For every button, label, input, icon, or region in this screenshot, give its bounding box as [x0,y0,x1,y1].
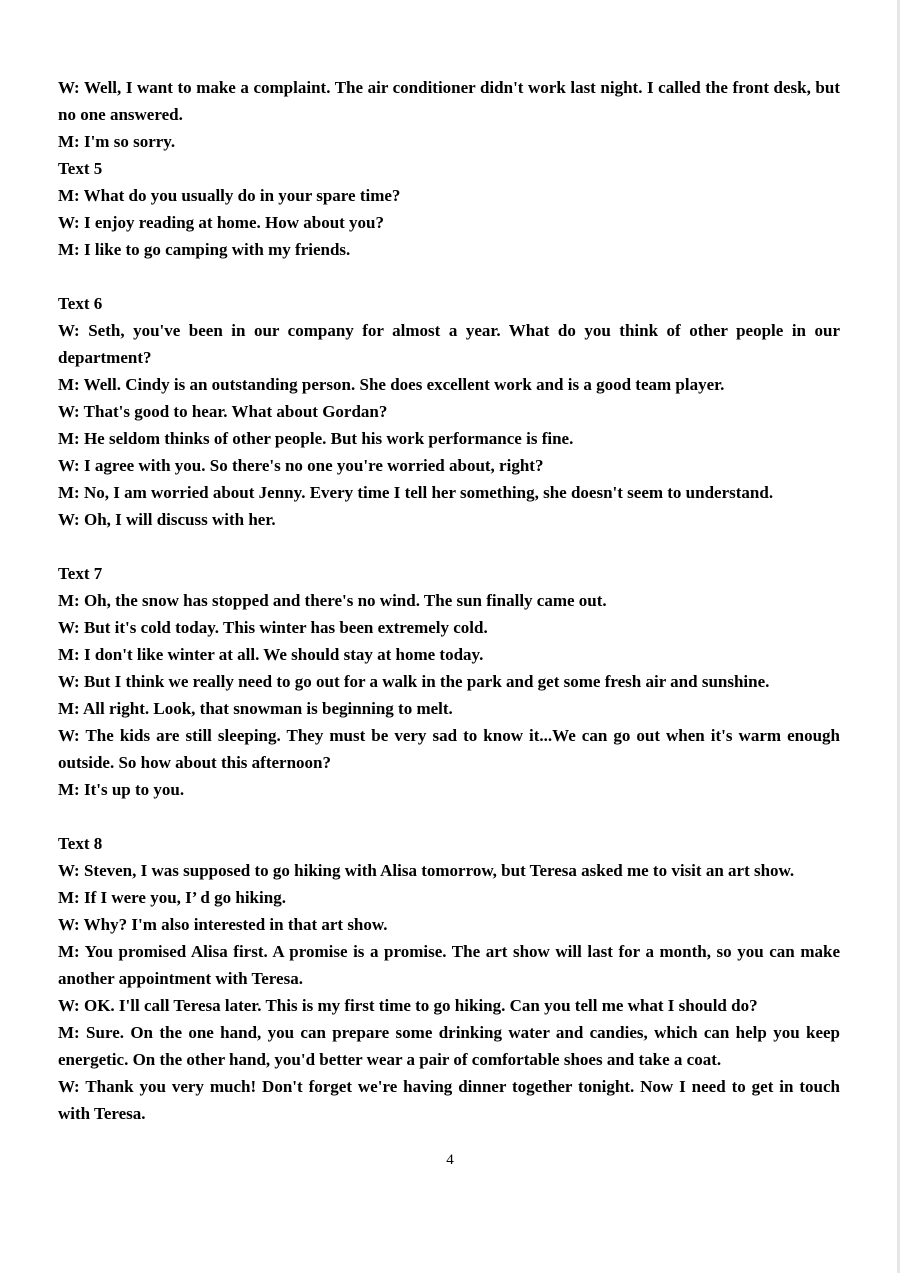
dialogue-line: W: I enjoy reading at home. How about you? [58,213,385,232]
dialogue-line: M: It's up to you. [58,780,185,799]
section-text-7 [58,560,840,803]
dialogue-line: M: Oh, the snow has stopped and there's no wind. The sun finally came out. [58,591,607,610]
section-heading: Text 5 [58,159,103,178]
section-heading: Text 7 [58,564,103,583]
dialogue-line: W: OK. I'll call Teresa later. This is my first time to go hiking. Can you tell me what I should do? [58,996,758,1015]
dialogue-line: M: Well. Cindy is an outstanding person. She does excellent work and is a good team player. [58,375,725,394]
section-text-6 [58,290,840,533]
dialogue-line: W: Steven, I was supposed to go hiking with Alisa tomorrow, but Teresa asked me to visit an art show. [58,861,795,880]
dialogue-line: W: I agree with you. So there's no one you're worried about, right? [58,456,544,475]
dialogue-line: W: But it's cold today. This winter has been extremely cold. [58,618,488,637]
dialogue-line: M: I'm so sorry. [58,132,176,151]
section-spacer [58,263,840,290]
dialogue-line: M: You promised Alisa first. A promise is a promise. The art show will last for a month, so you can make another appointment with Teresa. [58,942,840,988]
dialogue-line: M: No, I am worried about Jenny. Every time I tell her something, she doesn't seem to understand. [58,483,774,502]
dialogue-line: M: He seldom thinks of other people. But his work performance is fine. [58,429,574,448]
dialogue-line: M: If I were you, I’ d go hiking. [58,888,286,907]
dialogue-line: M: I don't like winter at all. We should stay at home today. [58,645,484,664]
section-heading: Text 8 [58,834,103,853]
dialogue-line: W: Thank you very much! Don't forget we're having dinner together tonight. Now I need to get in touch with Teresa. [58,1077,840,1123]
page-content [58,74,840,1127]
dialogue-line: M: What do you usually do in your spare time? [58,186,401,205]
section-text-8 [58,830,840,1127]
section-spacer [58,533,840,560]
dialogue-line: W: That's good to hear. What about Gordan? [58,402,388,421]
dialogue-line: M: Sure. On the one hand, you can prepare some drinking water and candies, which can help you keep energetic. On the other hand, you'd better wear a pair of comfortable shoes and take a coat. [58,1023,840,1069]
section-text-5 [58,155,840,263]
dialogue-line: W: Well, I want to make a complaint. The air conditioner didn't work last night. I called the front desk, but no one answered. [58,78,840,124]
page-number: 4 [446,1152,454,1168]
dialogue-line: M: All right. Look, that snowman is beginning to melt. [58,699,453,718]
dialogue-line: W: Oh, I will discuss with her. [58,510,276,529]
dialogue-line: W: The kids are still sleeping. They must be very sad to know it...We can go out when it's warm enough outside. So how about this afternoon? [58,726,840,772]
dialogue-line: W: Why? I'm also interested in that art show. [58,915,388,934]
dialogue-block-continued [58,74,840,155]
dialogue-line: W: But I think we really need to go out for a walk in the park and get some fresh air and sunshine. [58,672,770,691]
dialogue-line: M: I like to go camping with my friends. [58,240,351,259]
section-spacer [58,803,840,830]
dialogue-line: W: Seth, you've been in our company for almost a year. What do you think of other people in our department? [58,321,840,367]
section-heading: Text 6 [58,294,103,313]
